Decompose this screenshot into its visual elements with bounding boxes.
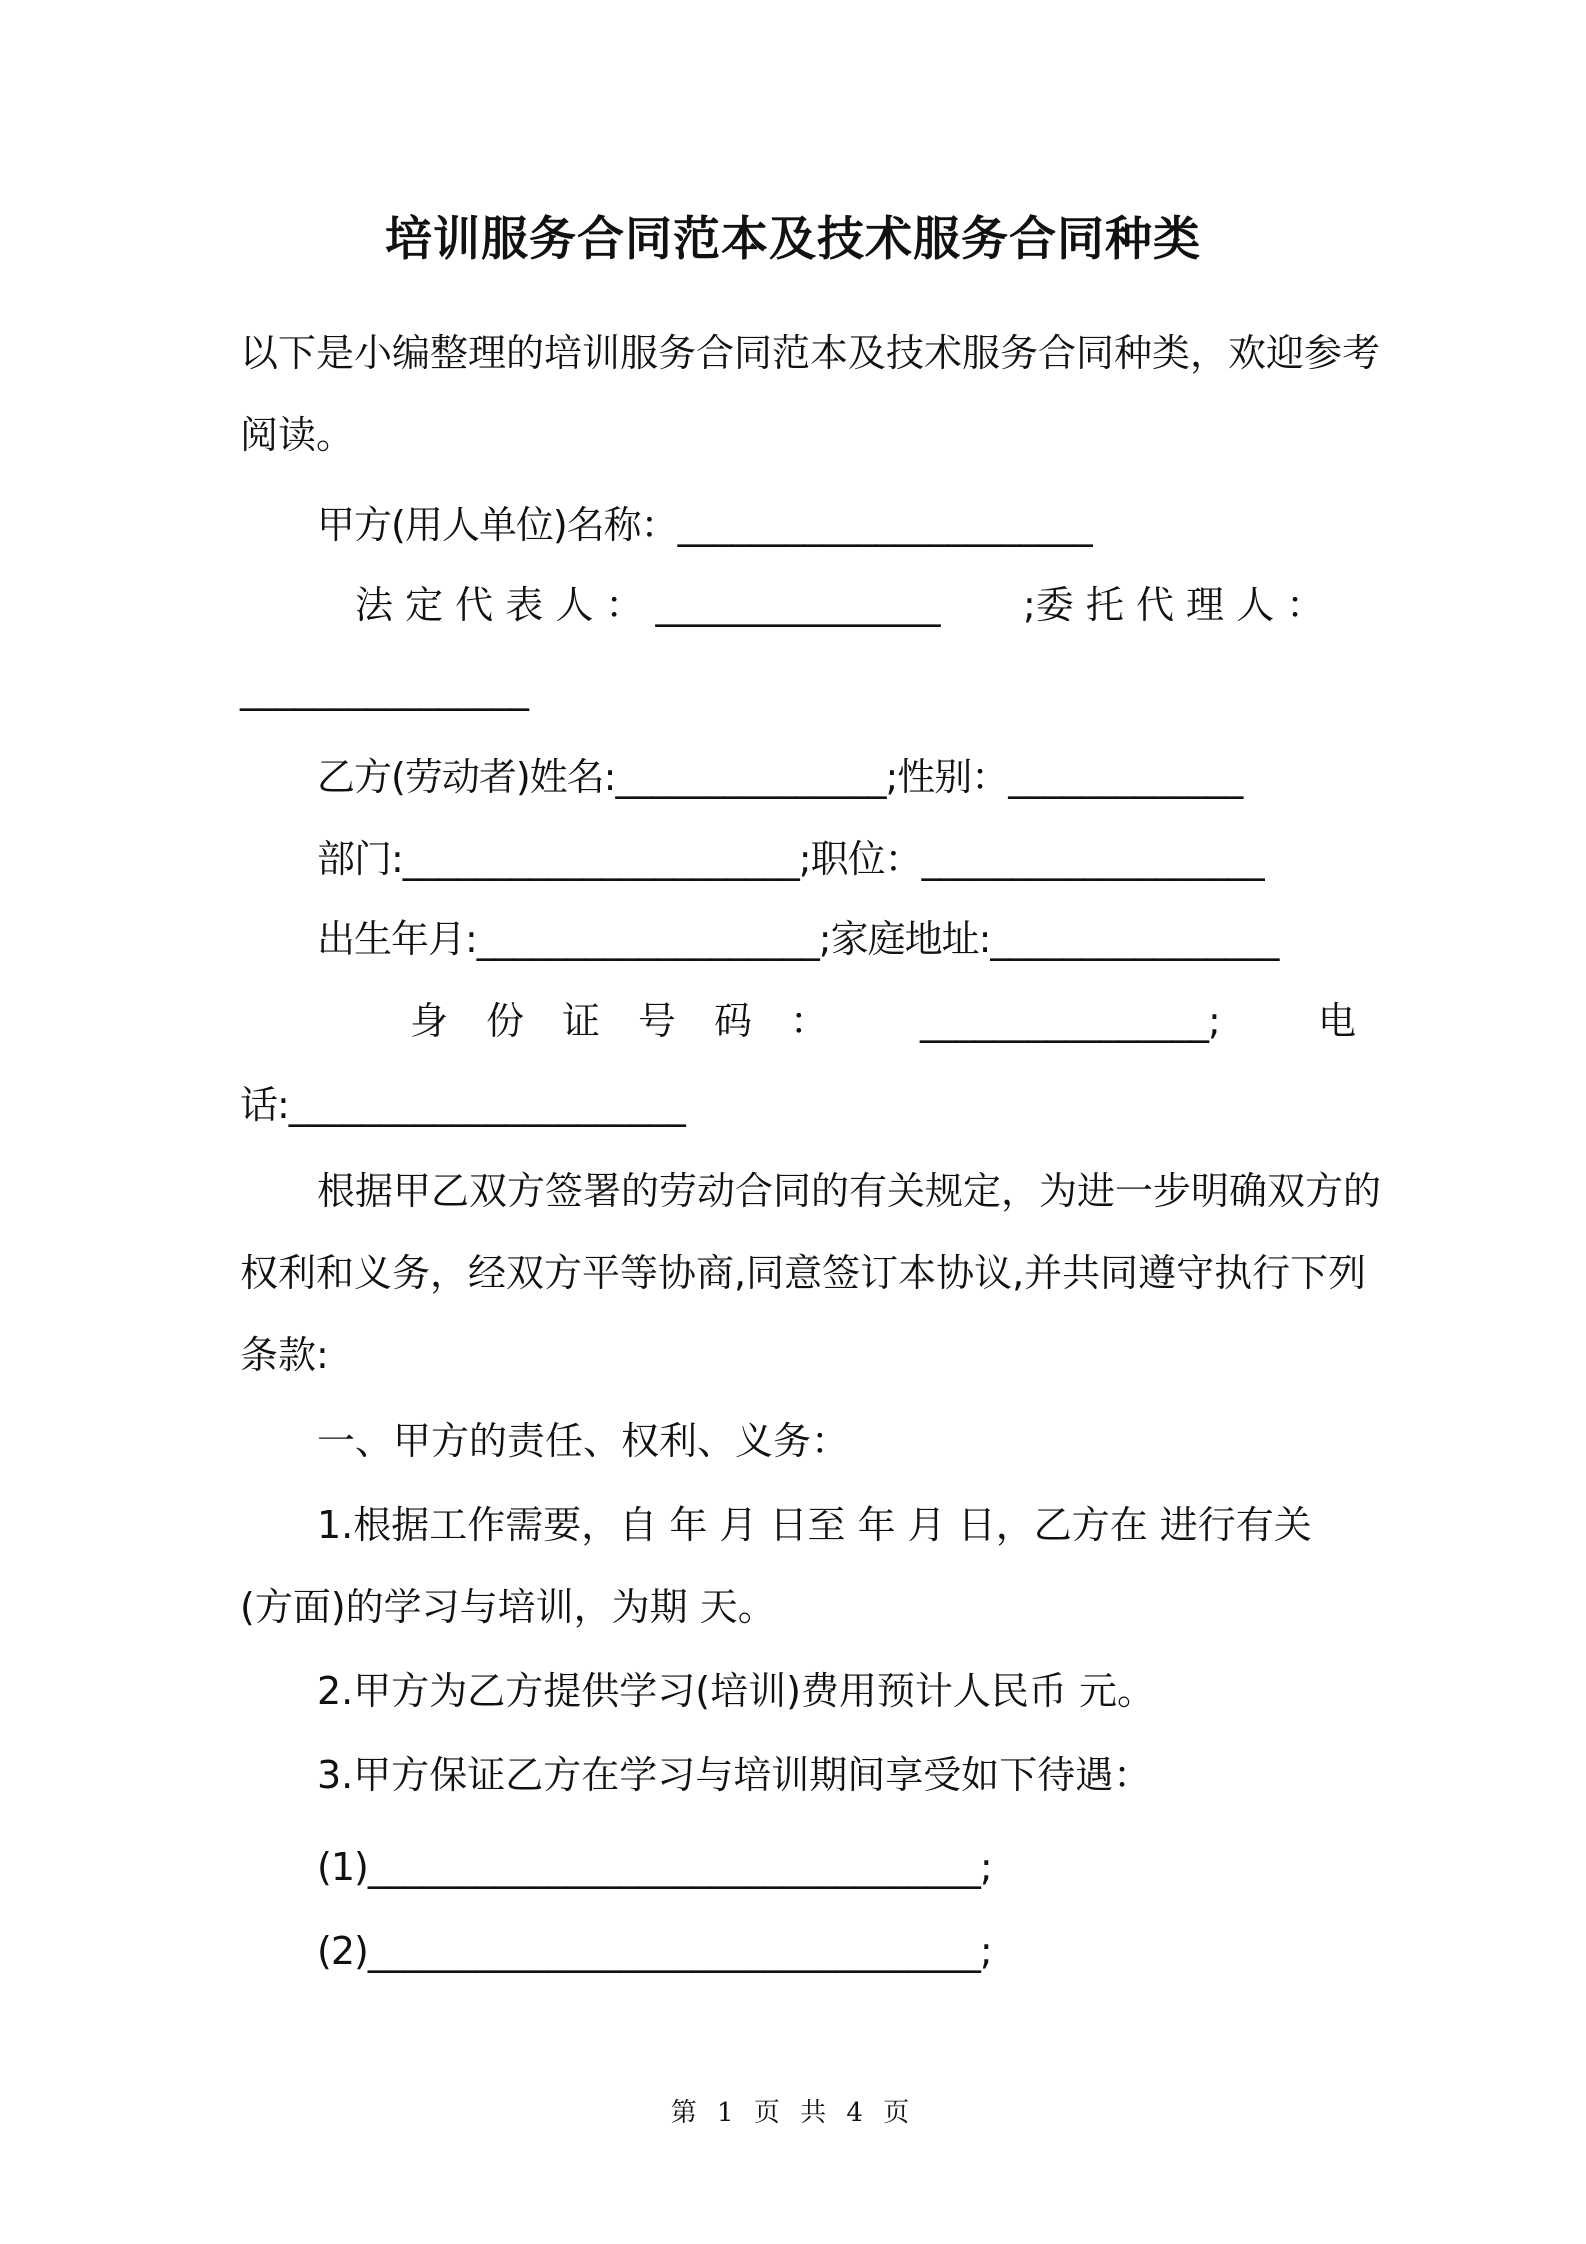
item-3: 3.甲方保证乙方在学习与培训期间享受如下待遇：: [317, 1753, 1152, 1797]
basis-line-1: 根据甲乙双方签署的劳动合同的有关规定，为进一步明确双方的: [317, 1169, 1382, 1213]
section-1-heading: 一、甲方的责任、权利、义务：: [317, 1419, 850, 1463]
phone-label-start: 电: [1317, 999, 1356, 1043]
sub-item-1: (1)__________________________________;: [317, 1845, 992, 1889]
basis-line-3: 条款:: [240, 1333, 329, 1377]
legal-representative-row: [355, 580, 1355, 630]
legal-representative-field: 法 定 代 表 人 ： _______________: [355, 583, 941, 627]
intro-line-2: 阅读。: [240, 413, 355, 457]
item-1-line-1: 1.根据工作需要，自 年 月 日至 年 月 日，乙方在 进行有关: [317, 1503, 1312, 1547]
intro-line-1: 以下是小编整理的培训服务合同范本及技术服务合同种类，欢迎参考: [240, 331, 1381, 375]
agent-label: ;委 托 代 理 人 ：: [1023, 583, 1325, 627]
phone-field: 话:______________________: [240, 1083, 685, 1127]
party-a-name-field: 甲方(用人单位)名称：_______________________: [317, 503, 1092, 547]
department-position-field: 部门:______________________;职位：___________________: [317, 837, 1264, 881]
item-1-line-2: (方面)的学习与培训，为期 天。: [240, 1585, 776, 1629]
document-title: 培训服务合同范本及技术服务合同种类: [385, 212, 1201, 267]
party-b-name-gender-field: 乙方(劳动者)姓名:_______________;性别：_____________: [317, 755, 1243, 799]
birth-address-field: 出生年月:___________________;家庭地址:________________: [317, 917, 1279, 961]
id-number-row: [410, 996, 1356, 1046]
id-number-label: 身 份 证 号 码 ：: [410, 999, 829, 1043]
basis-line-2: 权利和义务，经双方平等协商,同意签订本协议,并共同遵守执行下列: [240, 1251, 1367, 1295]
agent-blank: ________________: [240, 667, 528, 711]
sub-item-2: (2)__________________________________;: [317, 1929, 992, 1973]
page-footer: 第 1 页 共 4 页: [670, 2098, 916, 2128]
item-2: 2.甲方为乙方提供学习(培训)费用预计人民币 元。: [317, 1669, 1155, 1713]
id-number-blank: ________________;: [920, 999, 1220, 1043]
